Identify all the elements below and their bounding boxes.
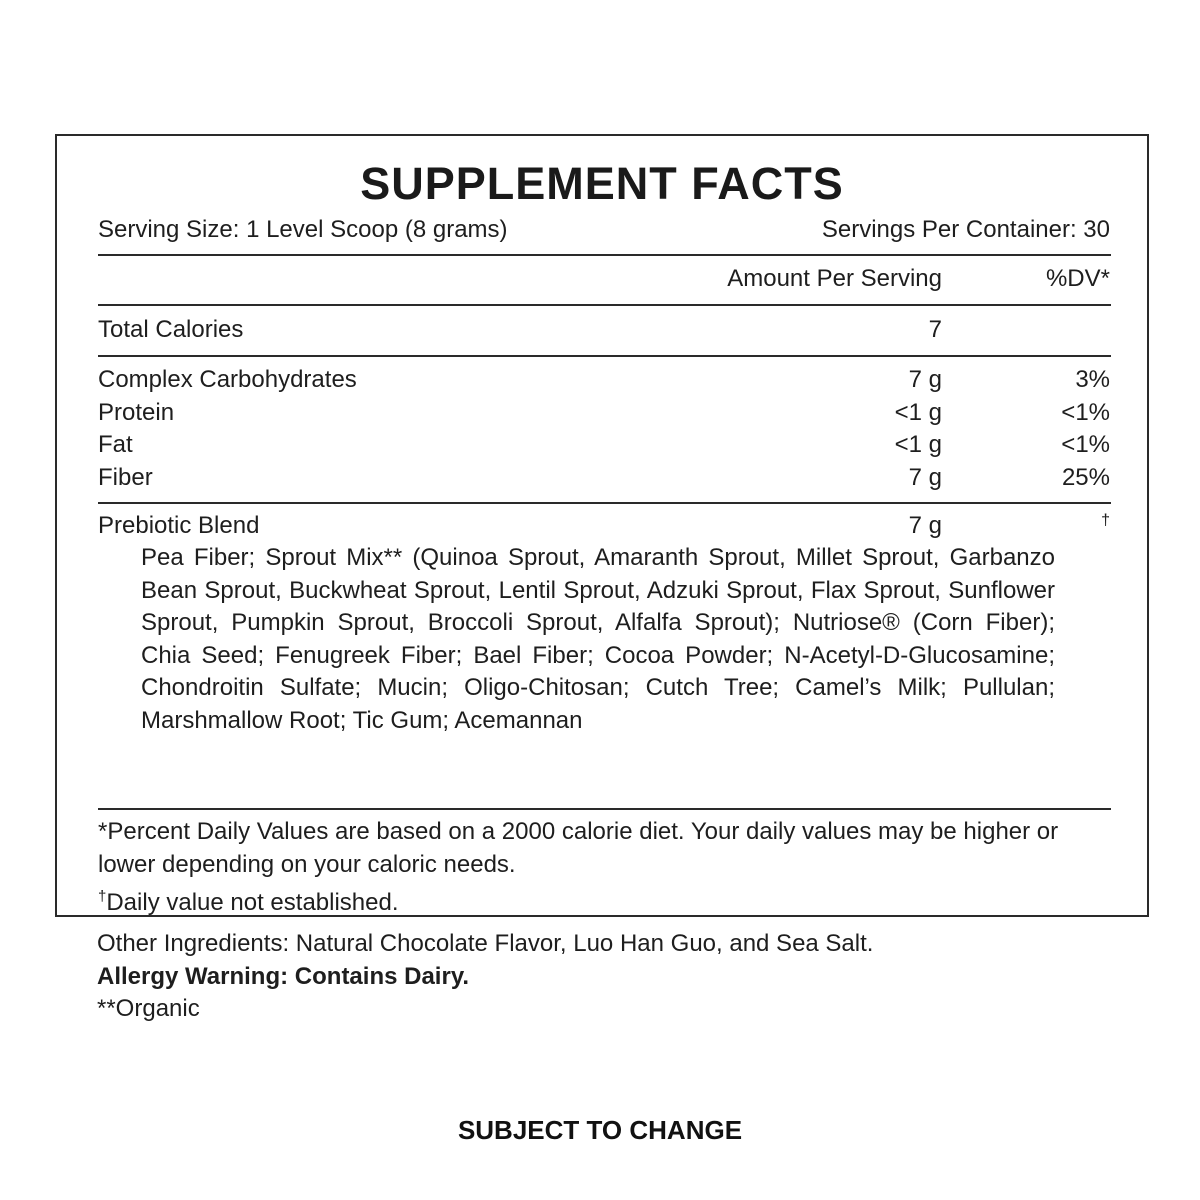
divider — [98, 808, 1111, 810]
servings-per-container: Servings Per Container: 30 — [821, 216, 1110, 243]
dagger-symbol: † — [98, 888, 107, 906]
blend-dv: † — [1101, 512, 1110, 529]
blend-row — [98, 510, 1110, 542]
organic-note: **Organic — [97, 995, 200, 1023]
blend-ingredients: Pea Fiber; Sprout Mix** (Quinoa Sprout, Amaranth Sprout, Millet Sprout, Garbanzo Bean Sprout, Buckwheat Sprout, Lentil Sprout, Adzuki Sprout, Flax Sprout, Sunflower Sprout, Pumpkin Sprout, Broccoli Sprout, Alfalfa Sprout); Nutriose® (Corn Fiber); Chia Seed; Fenugreek Fiber; Bael Fiber; Cocoa Powder; N-Acetyl-D-Glucosamine; Chondroitin Sulfate; Mucin; Oligo-Chitosan; Cutch Tree; Camel’s Milk; Pullulan; Marshmallow Root; Tic Gum; Acemannan — [141, 544, 1055, 734]
additional-info — [97, 928, 1097, 1026]
serving-size: Serving Size: 1 Level Scoop (8 grams) — [98, 216, 508, 243]
nutrient-amount: 7 g — [908, 464, 942, 491]
nutrient-label: Fiber — [98, 464, 153, 491]
header-amount: Amount Per Serving — [727, 265, 942, 292]
footnote-dv: *Percent Daily Values are based on a 2000 calorie diet. Your daily values may be higher or lower depending on your caloric needs. — [98, 818, 1059, 878]
nutrient-row — [98, 429, 1110, 461]
nutrient-amount: <1 g — [894, 431, 942, 458]
nutrient-amount: <1 g — [894, 399, 942, 426]
serving-info-row — [98, 214, 1110, 246]
allergy-warning: Allergy Warning: Contains Dairy. — [97, 962, 470, 990]
nutrient-row — [98, 462, 1110, 494]
nutrient-amount: 7 g — [908, 366, 942, 393]
nutrient-row — [98, 364, 1110, 396]
nutrient-dv: <1% — [1061, 431, 1110, 458]
footnote-dagger — [98, 881, 1110, 920]
supplement-facts-panel — [55, 134, 1149, 917]
blend-amount: 7 g — [908, 512, 942, 539]
nutrient-dv: <1% — [1061, 399, 1110, 426]
nutrient-label: Complex Carbohydrates — [98, 366, 357, 393]
divider — [98, 254, 1111, 256]
panel-title: SUPPLEMENT FACTS — [360, 158, 844, 209]
nutrient-row — [98, 397, 1110, 429]
calories-row — [98, 314, 1110, 346]
calories-amount: 7 — [928, 316, 942, 343]
nutrient-dv: 25% — [1061, 464, 1110, 491]
blend-label: Prebiotic Blend — [98, 512, 260, 539]
divider — [98, 502, 1111, 504]
divider — [98, 304, 1111, 306]
calories-label: Total Calories — [98, 316, 244, 343]
footnote-dagger-text: Daily value not established. — [106, 889, 399, 917]
footnotes — [98, 816, 1110, 920]
subject-to-change-notice: SUBJECT TO CHANGE — [457, 1115, 743, 1145]
divider — [98, 355, 1111, 357]
nutrient-label: Protein — [98, 399, 175, 426]
header-dv: %DV* — [1045, 265, 1110, 292]
column-header-row — [98, 263, 1110, 295]
other-ingredients: Other Ingredients: Natural Chocolate Flavor, Luo Han Guo, and Sea Salt. — [97, 930, 874, 957]
nutrient-dv: 3% — [1075, 366, 1110, 393]
nutrient-label: Fat — [98, 431, 133, 458]
